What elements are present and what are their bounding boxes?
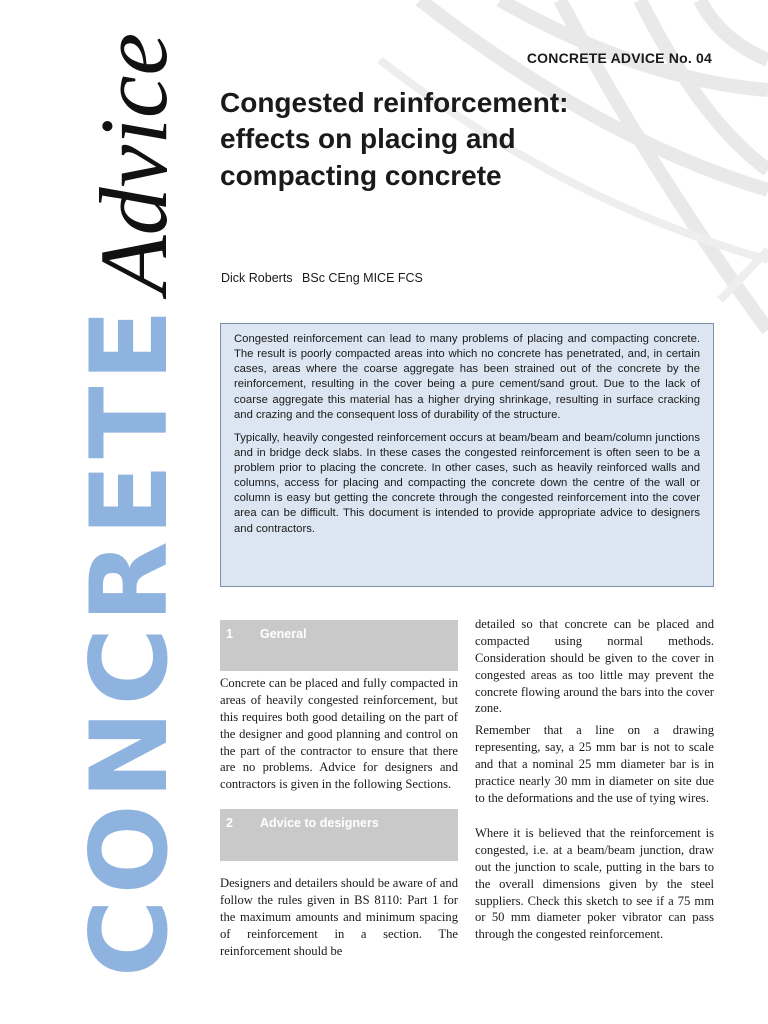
page-title	[220, 85, 700, 194]
author-line	[221, 271, 423, 285]
author-credentials: BSc CEng MICE FCS	[302, 271, 423, 285]
section-title: Advice to designers	[260, 816, 379, 830]
section-number: 2	[226, 816, 233, 830]
author-name: Dick Roberts	[221, 271, 293, 285]
series-label: CONCRETE ADVICE No. 04	[526, 50, 712, 66]
section-title: General	[260, 627, 307, 641]
section-heading-designers	[220, 809, 458, 861]
brand-vertical	[68, 32, 191, 978]
section-heading-general	[220, 620, 458, 671]
abstract-paragraph: Typically, heavily congested reinforcement occurs at beam/beam and beam/column junctions and in bridge deck slabs. In these cases the congested reinforcement is often seen to be a problem prior to placing the concrete. In other cases, such as heavily reinforced walls and columns, access for placing and compacting the concrete down the centre of the wall or column is easy but getting the concrete through the congested reinforcement into the cover area can be difficult. This document is intended to provide appropriate advice to designers and contractors.	[234, 431, 700, 535]
abstract-paragraph: Congested reinforcement can lead to many problems of placing and compacting concrete. The result is poorly compacted areas into which no concrete has penetrated, and, in certain cases, areas where the coarse aggregate has been strained out of the concrete by the reinforcement, resulting in the cover being a pure cement/sand grout. Due to the lack of coarse aggregate this material has a higher drying shrinkage, resulting in surface cracking and crazing and the consequent loss of durability of the structure.	[234, 333, 700, 421]
title-line: effects on placing and	[220, 123, 516, 155]
body-right-paragraph: Where it is believed that the reinforcement is congested, i.e. at a beam/beam junction, draw out the junction to scale, putting in the bars to the overall dimensions given by the steel suppliers. Check this sketch to see if a 75 mm or 50 mm diameter poker vibrator can pass through the congested reinforcement.	[475, 826, 714, 942]
section-number: 1	[226, 627, 233, 641]
body-designers: Designers and detailers should be aware of and follow the rules given in BS 8110: Part 1 for the maximum amounts and minimum spacing of reinforcement in a section. The reinforcement should be	[220, 876, 458, 958]
body-right-paragraph: detailed so that concrete can be placed and compacted using normal methods. Consideration should be given to the cover in congested areas as too little may prevent the concrete flowing around the bars into the cover zone.	[475, 617, 714, 716]
body-right-paragraph: Remember that a line on a drawing representing, say, a 25 mm bar is not to scale and that a nominal 25 mm diameter bar is in practice nearly 30 mm in diameter on site due to the deformations and the use of tying wires.	[475, 723, 714, 805]
brand-concrete: CONCRETE	[68, 303, 191, 978]
title-line: Congested reinforcement:	[220, 87, 569, 118]
title-line: compacting concrete	[220, 159, 502, 191]
body-general: Concrete can be placed and fully compacted in areas of heavily congested reinforcement, but this requires both good detailing on the part of the designer and good planning and control on the part of the contractor to ensure that there are no problems. Advice for designers and contractors is given in the following Sections.	[220, 676, 458, 792]
abstract-box	[220, 323, 714, 587]
brand-advice: Advice	[80, 32, 187, 294]
